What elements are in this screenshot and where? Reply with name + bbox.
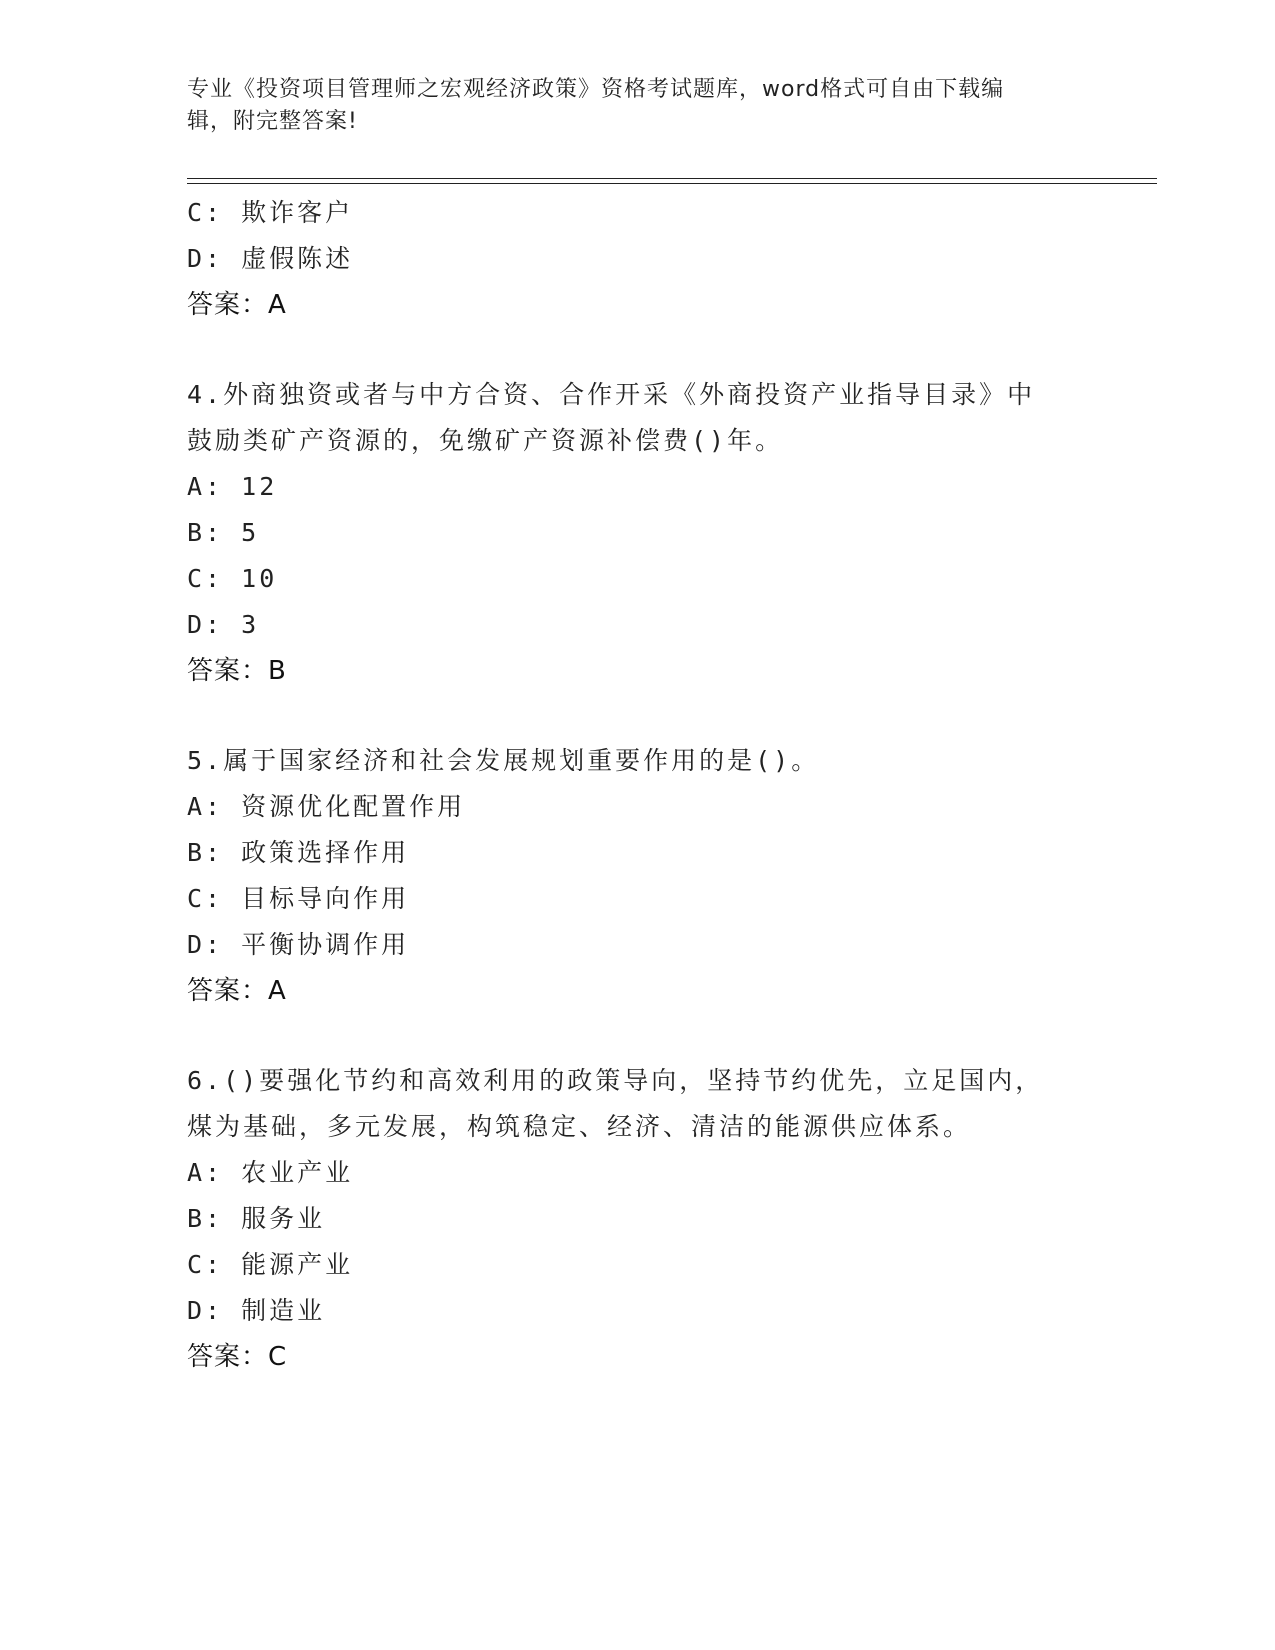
- question-stem: 6.()要强化节约和高效利用的政策导向，坚持节约优先，立足国内，: [187, 1066, 1044, 1095]
- option-c: C: 目标导向作用: [187, 884, 410, 913]
- question-stem-cont: 煤为基础，多元发展，构筑稳定、经济、清洁的能源供应体系。: [187, 1112, 972, 1141]
- option-b: B: 5: [187, 518, 260, 547]
- header-divider-top: [187, 178, 1157, 179]
- header-divider-bottom: [187, 183, 1157, 184]
- answer-line: 答案：A: [187, 976, 287, 1006]
- question-5: [187, 738, 1087, 1014]
- option-a: A: 农业产业: [187, 1158, 354, 1187]
- option-d: D: 平衡协调作用: [187, 930, 410, 959]
- answer-line: 答案：C: [187, 1342, 288, 1372]
- option-d: D: 制造业: [187, 1296, 326, 1325]
- question-stem: 5.属于国家经济和社会发展规划重要作用的是()。: [187, 746, 820, 775]
- question-stem: 4.外商独资或者与中方合资、合作开采《外商投资产业指导目录》中: [187, 380, 1036, 409]
- page-header: [187, 74, 1067, 138]
- question-stem-cont: 鼓励类矿产资源的，免缴矿产资源补偿费()年。: [187, 426, 784, 455]
- header-line-1: 专业《投资项目管理师之宏观经济政策》资格考试题库，word格式可自由下载编: [187, 77, 1005, 102]
- option-c: C: 能源产业: [187, 1250, 354, 1279]
- option-b: B: 政策选择作用: [187, 838, 410, 867]
- option-a: A: 12: [187, 472, 278, 501]
- answer-line: 答案：A: [187, 290, 287, 320]
- prev-question-block: [187, 190, 1087, 328]
- question-4: [187, 372, 1087, 694]
- header-line-2: 辑，附完整答案!: [187, 109, 358, 134]
- document-body: [187, 190, 1087, 1380]
- answer-line: 答案：B: [187, 656, 287, 686]
- option-a: A: 资源优化配置作用: [187, 792, 466, 821]
- option-b: B: 服务业: [187, 1204, 326, 1233]
- option-d: D: 3: [187, 610, 260, 639]
- option-c: C: 欺诈客户: [187, 198, 354, 227]
- question-6: [187, 1058, 1087, 1380]
- option-c: C: 10: [187, 564, 278, 593]
- option-d: D: 虚假陈述: [187, 244, 354, 273]
